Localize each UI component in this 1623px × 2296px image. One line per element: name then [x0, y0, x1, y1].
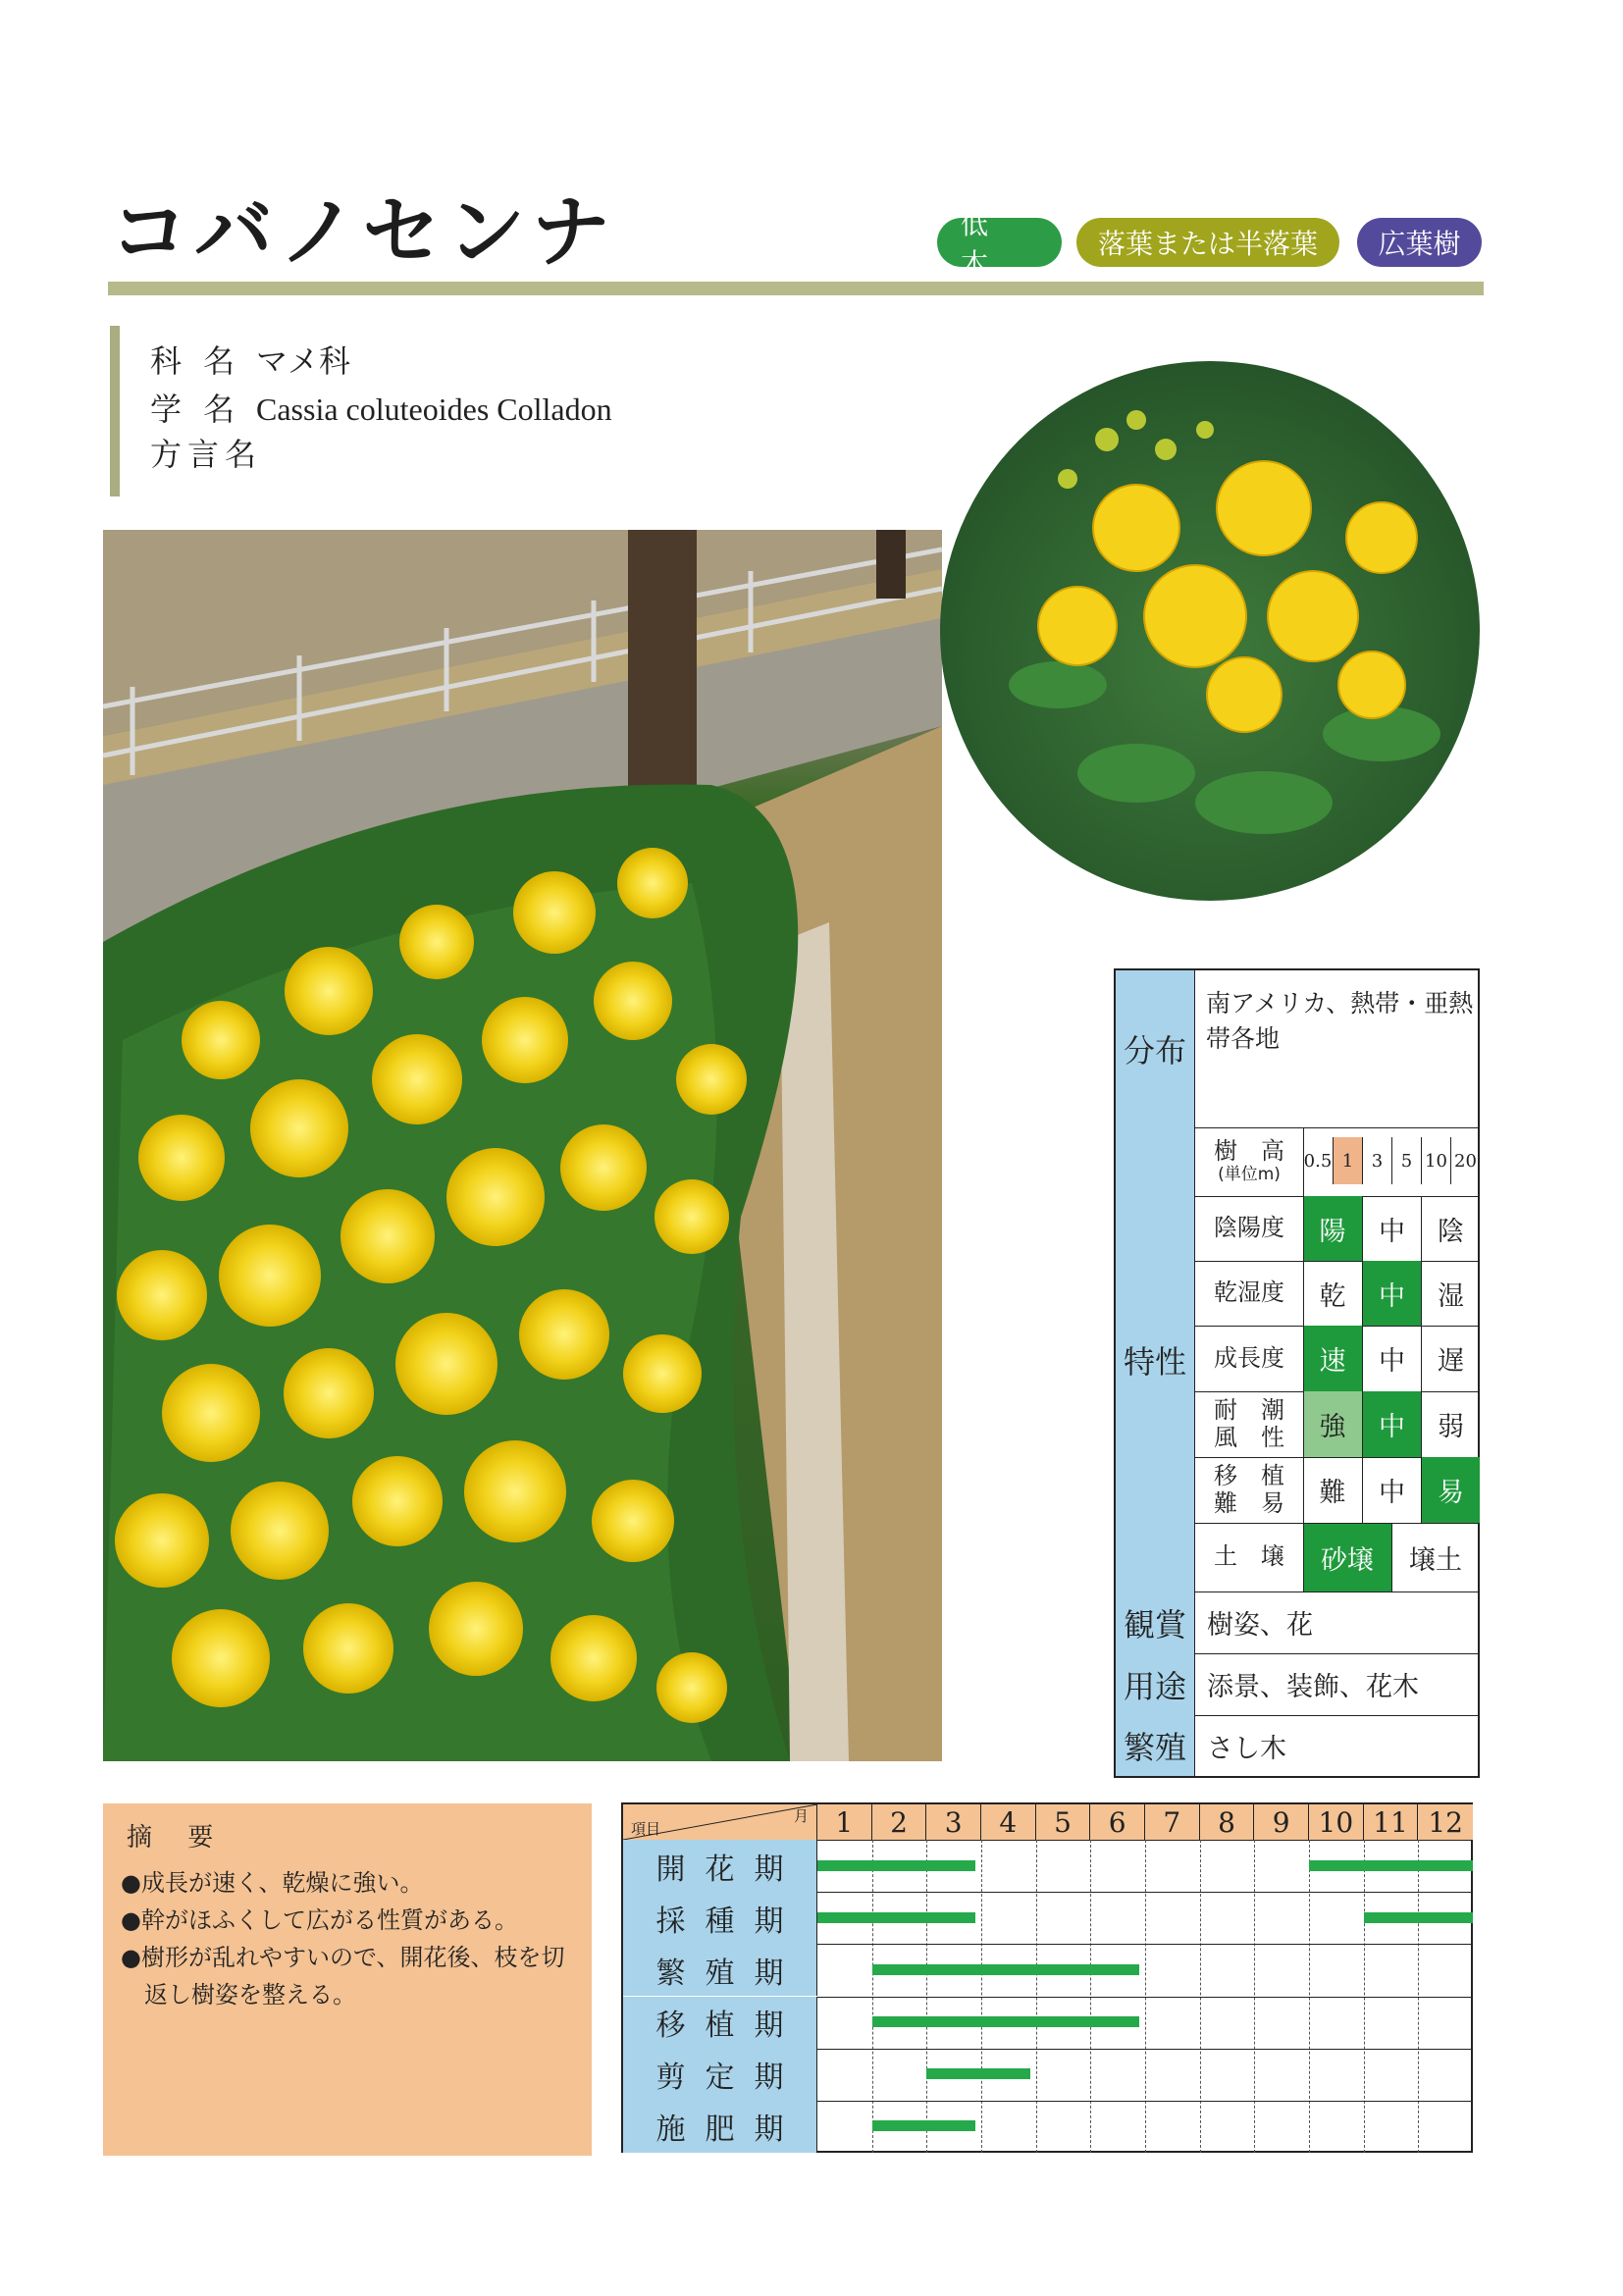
month-header: 7 [1145, 1804, 1200, 1840]
month-header: 8 [1200, 1804, 1255, 1840]
trait-label [1195, 1391, 1303, 1457]
trait-option: 遅 [1421, 1326, 1480, 1391]
summary-item: ●成長が速く、乾燥に強い。 [121, 1869, 424, 1897]
flower-closeup-photo [940, 361, 1480, 901]
month-header: 10 [1309, 1804, 1364, 1840]
period-bar [817, 1860, 975, 1871]
dialect-row [150, 435, 263, 474]
trait-option: 中 [1362, 1457, 1421, 1523]
month-header: 4 [981, 1804, 1036, 1840]
trait-label [1195, 1261, 1303, 1326]
height-scale-tick: 1 [1333, 1137, 1362, 1184]
use-text: 添景、装飾、花木 [1207, 1672, 1419, 1702]
calendar-row-label: 採種期 [623, 1892, 817, 1944]
height-label-main: 樹 高 [1214, 1137, 1284, 1166]
use-header: 用途 [1116, 1653, 1195, 1715]
trait-label [1195, 1326, 1303, 1391]
trait-label-text: 難 易 [1214, 1488, 1284, 1517]
trait-option: 中 [1362, 1196, 1421, 1261]
trait-option: 乾 [1319, 1280, 1346, 1312]
family-key: 科 名 [150, 342, 241, 380]
height-label [1195, 1127, 1303, 1196]
ornamental-header: 観賞 [1116, 1592, 1195, 1653]
page-title: コバノセンナ [110, 185, 616, 278]
period-bar [926, 2068, 1029, 2079]
height-scale [1303, 1137, 1480, 1184]
soil-option-sandy-loam: 砂壌 [1303, 1523, 1391, 1592]
height-scale-tick: 10 [1421, 1137, 1450, 1184]
calendar-row-label: 施肥期 [623, 2101, 817, 2153]
trait-option: 速 [1303, 1326, 1362, 1391]
summary-box [103, 1803, 592, 2156]
family-row [150, 341, 350, 381]
scientific-key: 学 名 [150, 391, 241, 428]
title-divider [108, 282, 1484, 295]
height-scale-tick: 5 [1391, 1137, 1421, 1184]
propagation-text: さし木 [1207, 1733, 1286, 1764]
calendar-row-label: 繁殖期 [623, 1944, 817, 1996]
trait-option: 湿 [1421, 1261, 1480, 1326]
soil-label: 土 壌 [1214, 1542, 1284, 1571]
leaf-type-badge: 広葉樹 [1357, 218, 1482, 267]
propagation-header: 繁殖 [1116, 1715, 1195, 1776]
main-photo [103, 530, 942, 1761]
trait-label-text: 移 植 [1214, 1461, 1284, 1489]
calendar-row-label: 開花期 [623, 1840, 817, 1892]
info-accent-bar [110, 326, 120, 496]
month-header: 2 [872, 1804, 927, 1840]
month-header: 12 [1418, 1804, 1473, 1840]
month-header: 6 [1090, 1804, 1145, 1840]
period-bar [872, 1964, 1139, 1975]
month-header: 11 [1364, 1804, 1419, 1840]
trait-option: 強 [1303, 1391, 1362, 1457]
tree-type-badge: 低 木 [937, 218, 1062, 267]
month-header: 9 [1254, 1804, 1309, 1840]
calendar-row-label: 移植期 [623, 1997, 817, 2049]
characteristics-table [1114, 968, 1480, 1778]
period-bar [872, 2120, 975, 2131]
trait-label [1195, 1457, 1303, 1523]
traits-header: 特性 [1116, 1127, 1195, 1592]
trait-label-text: 成長度 [1214, 1343, 1284, 1372]
summary-title: 摘 要 [127, 1823, 228, 1852]
distribution-header: 分布 [1116, 970, 1195, 1127]
trait-option: 易 [1421, 1457, 1480, 1523]
height-label-unit: (単位m) [1218, 1165, 1281, 1185]
trait-option: 中 [1362, 1391, 1421, 1457]
trait-label-text: 陰陽度 [1214, 1214, 1284, 1242]
family-value: マメ科 [256, 342, 351, 380]
leaf-habit-badge: 落葉または半落葉 [1076, 218, 1339, 267]
ornamental-text: 樹姿、花 [1207, 1610, 1313, 1641]
trait-label-text: 耐 潮 [1214, 1395, 1284, 1424]
period-bar [1364, 1912, 1473, 1923]
trait-label-text: 風 性 [1214, 1423, 1284, 1451]
calendar-corner [623, 1804, 817, 1840]
period-bar [817, 1912, 975, 1923]
month-header: 5 [1036, 1804, 1091, 1840]
period-bar [1309, 1860, 1473, 1871]
flower-closeup-illustration [940, 361, 1480, 901]
trait-option: 中 [1362, 1261, 1421, 1326]
trait-option: 弱 [1421, 1391, 1480, 1457]
dialect-key: 方言名 [150, 436, 263, 473]
summary-item: ●樹形が乱れやすいので、開花後、枝を切 [121, 1944, 565, 1971]
corner-item-label: 項目 [631, 1820, 661, 1838]
shrub-photo-illustration [103, 530, 942, 1761]
scientific-row [150, 390, 612, 429]
summary-item: 返し樹姿を整える。 [121, 1981, 356, 2009]
scientific-value: Cassia coluteoides Colladon [256, 391, 612, 427]
period-bar [872, 2016, 1139, 2027]
distribution-text [1206, 986, 1476, 1057]
distribution-line-2: 帯各地 [1206, 1024, 1281, 1053]
height-scale-tick: 20 [1450, 1137, 1480, 1184]
soil-option-loam: 壌土 [1409, 1544, 1462, 1576]
seasonal-calendar [621, 1802, 1473, 2153]
distribution-line-1: 南アメリカ、熱帯・亜熱 [1206, 989, 1474, 1018]
trait-option: 陽 [1303, 1196, 1362, 1261]
trait-option: 難 [1319, 1478, 1346, 1508]
trait-label [1195, 1196, 1303, 1261]
month-header: 1 [817, 1804, 872, 1840]
corner-month-label: 月 [793, 1807, 809, 1825]
calendar-row-label: 剪定期 [623, 2049, 817, 2101]
height-scale-tick: 0.5 [1303, 1150, 1333, 1172]
summary-item: ●幹がほふくして広がる性質がある。 [121, 1906, 518, 1934]
month-header: 3 [926, 1804, 981, 1840]
trait-option: 陰 [1421, 1196, 1480, 1261]
trait-option: 中 [1362, 1326, 1421, 1391]
height-scale-tick: 3 [1362, 1137, 1391, 1184]
trait-label-text: 乾湿度 [1214, 1278, 1284, 1307]
